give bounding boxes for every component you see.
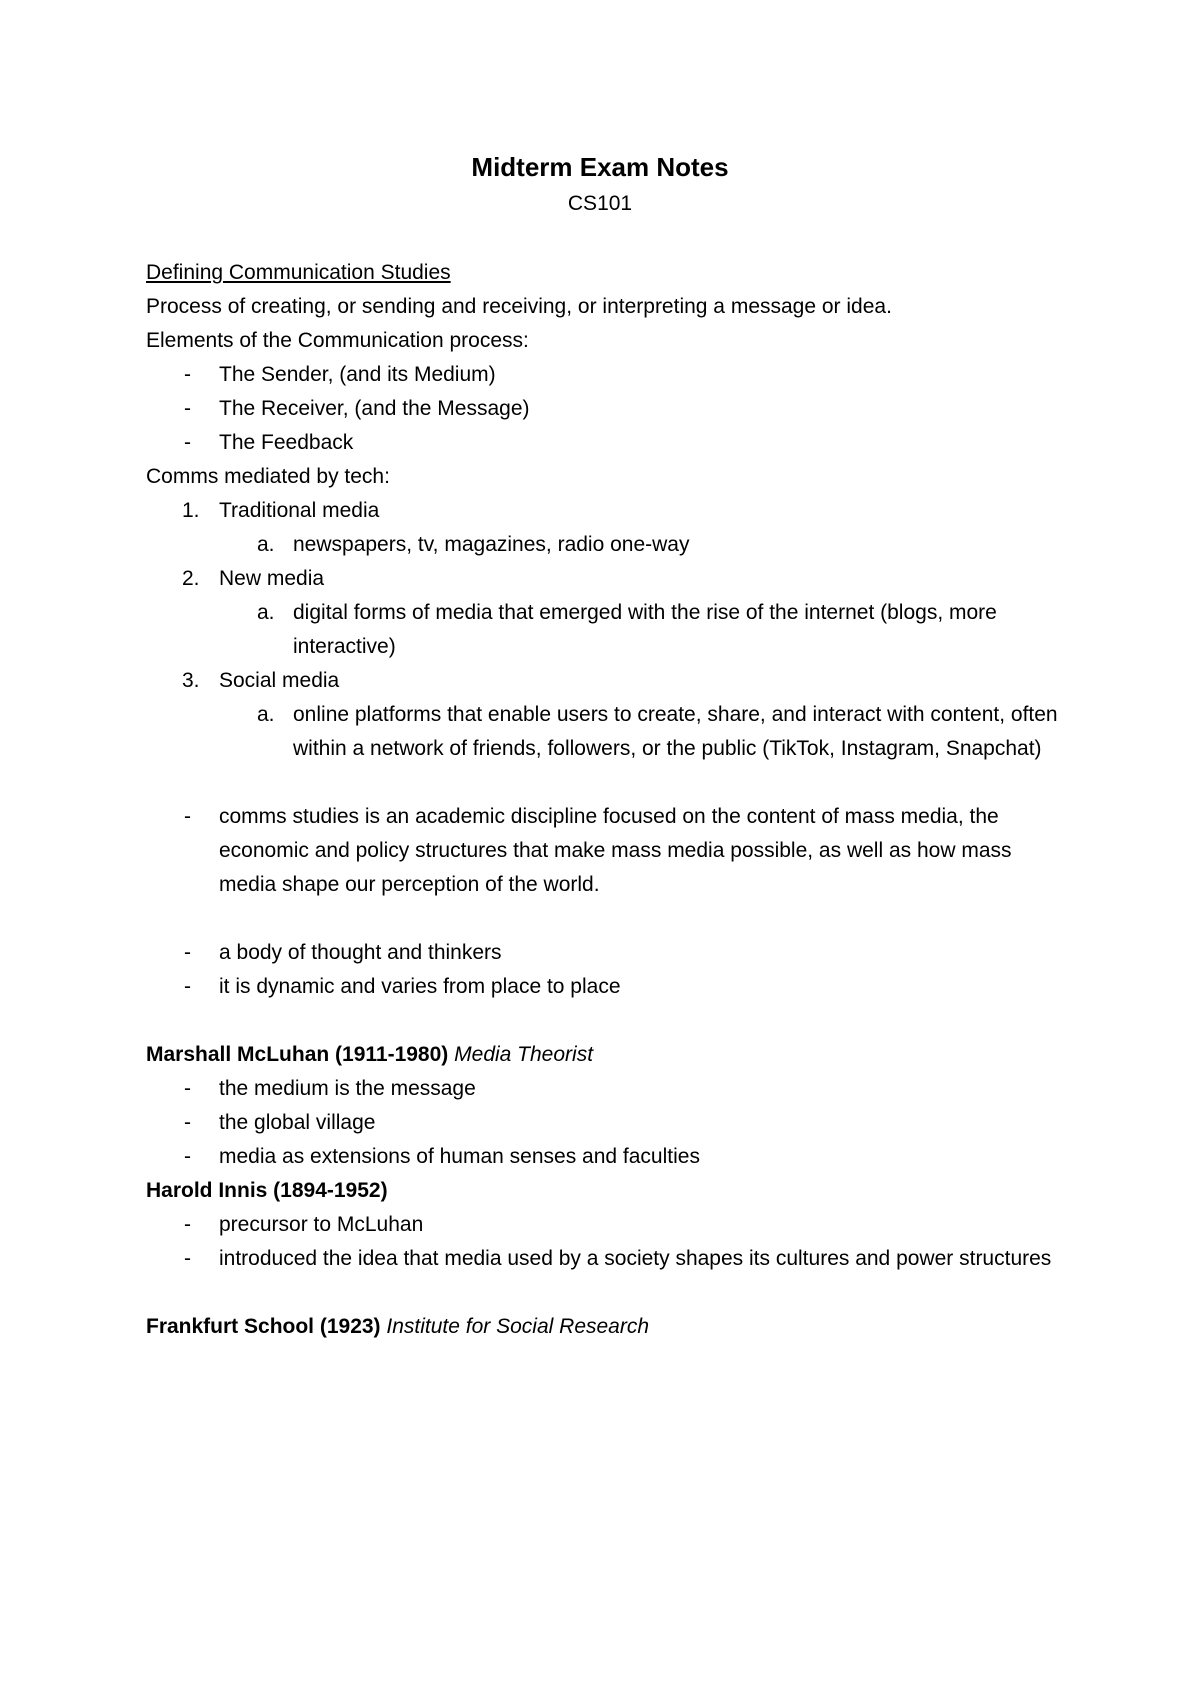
dash-bullet: -: [184, 1145, 191, 1168]
dash-bullet: -: [184, 805, 191, 828]
list-item: [146, 970, 1066, 1004]
letter-marker: a.: [257, 601, 275, 624]
thinker-name: Marshall McLuhan (1911-1980): [146, 1043, 449, 1066]
dash-bullet: -: [184, 941, 191, 964]
list-item: [146, 1106, 1066, 1140]
spacer: [146, 1276, 1066, 1310]
list-item: [146, 1242, 1066, 1276]
dash-bullet: -: [184, 1213, 191, 1236]
innis-point: introduced the idea that media used by a society shapes its cultures and power structures: [219, 1247, 1052, 1270]
media-type-detail: online platforms that enable users to create, share, and interact with content, often within a network of friends, followers, or the public (TikTok, Instagram, Snapchat): [293, 703, 1058, 760]
numbered-item: [146, 494, 1066, 528]
definition-text: Process of creating, or sending and receiving, or interpreting a message or idea.: [146, 295, 892, 318]
elements-intro: Elements of the Communication process:: [146, 329, 529, 352]
media-type-detail: digital forms of media that emerged with the rise of the internet (blogs, more interactive): [293, 601, 997, 658]
innis-point: precursor to McLuhan: [219, 1213, 424, 1236]
dash-bullet: -: [184, 1247, 191, 1270]
document-title: Midterm Exam Notes: [471, 152, 729, 182]
letter-marker: a.: [257, 533, 275, 556]
thinker-role: Media Theorist: [454, 1043, 594, 1066]
mcluhan-point: media as extensions of human senses and faculties: [219, 1145, 700, 1168]
media-type-detail: newspapers, tv, magazines, radio one-way: [293, 533, 690, 556]
dash-bullet: -: [184, 363, 191, 386]
dash-bullet: -: [184, 397, 191, 420]
sub-item: [146, 698, 1066, 766]
discipline-note: comms studies is an academic discipline focused on the content of mass media, the economic and policy structures that make mass media possible, as well as how mass media shape our perception of the world.: [219, 805, 1012, 896]
spacer: [146, 902, 1066, 936]
innis-heading: Harold Innis (1894-1952): [146, 1179, 388, 1202]
school-name: Frankfurt School (1923): [146, 1315, 381, 1338]
list-item: [146, 358, 1066, 392]
mcluhan-heading: [146, 1038, 1066, 1072]
tech-intro: Comms mediated by tech:: [146, 465, 390, 488]
media-type-label: New media: [219, 567, 325, 590]
mcluhan-point: the global village: [219, 1111, 376, 1134]
number-marker: 2.: [182, 567, 200, 590]
list-item: [146, 800, 1066, 902]
course-code: CS101: [567, 192, 633, 215]
letter-marker: a.: [257, 703, 275, 726]
section-heading-defining: Defining Communication Studies: [146, 261, 451, 284]
list-item: [146, 426, 1066, 460]
element-text: The Receiver, (and the Message): [219, 397, 530, 420]
sub-item: [146, 596, 1066, 664]
numbered-item: [146, 664, 1066, 698]
school-role: Institute for Social Research: [386, 1315, 650, 1338]
number-marker: 1.: [182, 499, 200, 522]
extra-note: it is dynamic and varies from place to place: [219, 975, 621, 998]
spacer: [146, 766, 1066, 800]
element-text: The Feedback: [219, 431, 354, 454]
list-item: [146, 1140, 1066, 1174]
element-text: The Sender, (and its Medium): [219, 363, 496, 386]
dash-bullet: -: [184, 975, 191, 998]
dash-bullet: -: [184, 431, 191, 454]
list-item: [146, 1208, 1066, 1242]
number-marker: 3.: [182, 669, 200, 692]
list-item: [146, 392, 1066, 426]
dash-bullet: -: [184, 1111, 191, 1134]
frankfurt-heading: [146, 1310, 1066, 1344]
sub-item: [146, 528, 1066, 562]
media-type-label: Traditional media: [219, 499, 380, 522]
extra-note: a body of thought and thinkers: [219, 941, 502, 964]
notes-body: [146, 256, 1066, 1344]
mcluhan-point: the medium is the message: [219, 1077, 476, 1100]
list-item: [146, 936, 1066, 970]
list-item: [146, 1072, 1066, 1106]
dash-bullet: -: [184, 1077, 191, 1100]
media-type-label: Social media: [219, 669, 340, 692]
numbered-item: [146, 562, 1066, 596]
spacer: [146, 1004, 1066, 1038]
